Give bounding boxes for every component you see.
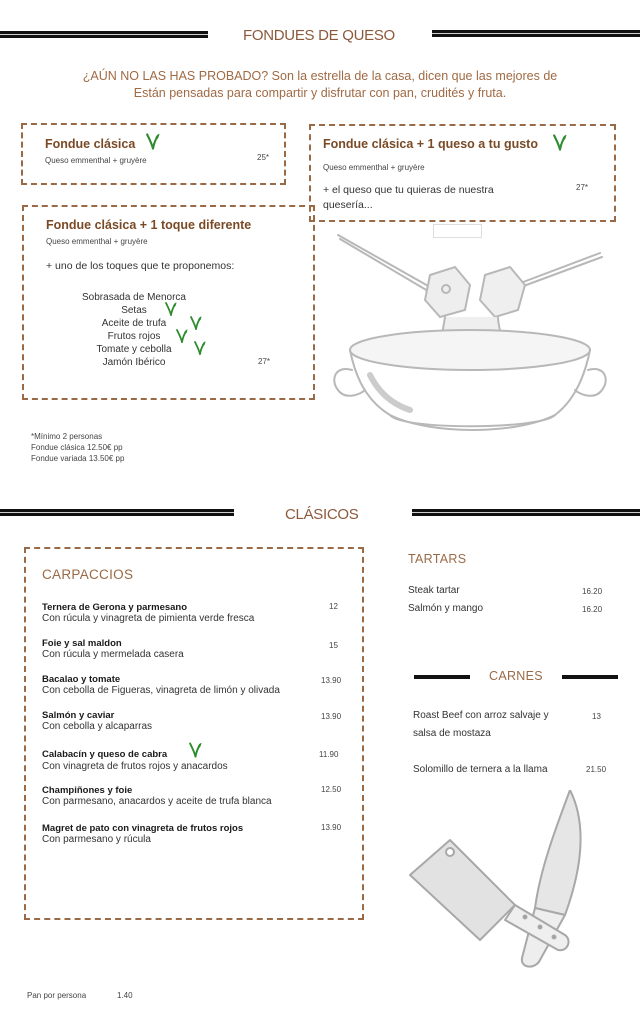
- section-title-fondues: FONDUES DE QUESO: [243, 27, 395, 44]
- vegetarian-leaf-icon: [165, 302, 177, 316]
- clasicos-rule-right: [412, 509, 640, 516]
- fondue-extra-line1: + el queso que tu quieras de nuestra: [323, 184, 494, 196]
- fondue-pot-illustration: [320, 225, 620, 445]
- tartar-item-price: 16.20: [582, 587, 603, 596]
- vegetarian-leaf-icon: [189, 742, 202, 758]
- dish-desc: Con cebolla de Figueras, vinagreta de limón y olivada: [42, 685, 280, 696]
- header-rule-left: [0, 31, 208, 38]
- dish-desc: Con rúcula y mermelada casera: [42, 649, 184, 660]
- vegetarian-leaf-icon: [190, 316, 202, 330]
- fondues-intro-line2: Están pensadas para compartir y disfrutar con pan, crudités y fruta.: [133, 86, 507, 100]
- fondue-desc: Queso emmenthal + gruyère: [45, 156, 147, 165]
- fondue-price: 25*: [257, 153, 270, 162]
- dish-price: 13.90: [321, 823, 342, 832]
- dish-price: 15: [329, 641, 338, 650]
- carpaccios-title: CARPACCIOS: [42, 567, 134, 582]
- carnes-title: CARNES: [489, 669, 543, 683]
- fondue-note-clasica: Fondue clásica 12.50€ pp: [31, 443, 123, 452]
- dish-name: Ternera de Gerona y parmesano: [42, 602, 188, 613]
- fondue-name: Fondue clásica: [45, 137, 136, 151]
- fondue-extra: + uno de los toques que te proponemos:: [46, 260, 235, 272]
- dish-price: 12: [329, 602, 338, 611]
- fondue-card-clasica: [21, 123, 286, 185]
- vegetarian-leaf-icon: [146, 133, 160, 150]
- tartar-item-name: Steak tartar: [408, 585, 460, 596]
- toques-list: [24, 291, 314, 376]
- fondues-intro-line1: ¿AÚN NO LAS HAS PROBADO? Son la estrella de la casa, dicen que las mejores de: [82, 69, 558, 83]
- dish-price: 13.90: [321, 676, 342, 685]
- fondue-name: Fondue clásica + 1 toque diferente: [46, 218, 252, 232]
- fondue-note-variada: Fondue variada 13.50€ pp: [31, 454, 125, 463]
- carne-item-name: Solomillo de ternera a la llama: [413, 764, 548, 775]
- fondue-name: Fondue clásica + 1 queso a tu gusto: [323, 137, 538, 151]
- carne-item-name-line2: salsa de mostaza: [413, 728, 491, 739]
- fondue-desc: Queso emmenthal + gruyère: [46, 237, 148, 246]
- fondue-price: 27*: [258, 357, 271, 366]
- fondue-extra-line2: quesería...: [323, 199, 373, 211]
- fondue-price: 27*: [576, 183, 589, 192]
- tartar-item-price: 16.20: [582, 605, 603, 614]
- dish-price: 13.90: [321, 712, 342, 721]
- toque-item: Jamón Ibérico: [102, 357, 166, 368]
- dish-name: Calabacín y queso de cabra: [42, 749, 168, 760]
- bread-label: Pan por persona: [27, 991, 87, 1000]
- tartars-title: TARTARS: [408, 552, 467, 566]
- fondue-desc: Queso emmenthal + gruyère: [323, 163, 425, 172]
- clasicos-rule-left: [0, 509, 234, 516]
- toque-item: Sobrasada de Menorca: [82, 292, 186, 303]
- fondue-card-toque-diferente: [22, 205, 315, 400]
- section-title-clasicos: CLÁSICOS: [285, 506, 359, 523]
- dish-name: Champiñones y foie: [42, 785, 133, 796]
- carne-item-price: 13: [592, 712, 601, 721]
- dish-price: 11.90: [319, 750, 339, 759]
- fondue-note-minimo: *Mínimo 2 personas: [31, 432, 103, 441]
- vegetarian-leaf-icon: [194, 341, 206, 355]
- header-rule-right: [432, 30, 640, 37]
- carne-item-name-line1: Roast Beef con arroz salvaje y: [413, 710, 549, 721]
- fondue-card-queso-gusto: [309, 124, 616, 222]
- carnes-rule-right: [562, 675, 618, 679]
- dish-name: Foie y sal maldon: [42, 638, 122, 649]
- tartar-item-name: Salmón y mango: [408, 603, 484, 614]
- carne-item-price: 21.50: [586, 765, 607, 774]
- cleaver-knife-illustration: [390, 790, 630, 980]
- carnes-rule-left: [414, 675, 470, 679]
- dish-name: Bacalao y tomate: [42, 674, 121, 685]
- toque-item: Aceite de trufa: [101, 318, 167, 329]
- dish-name: Salmón y caviar: [42, 710, 115, 721]
- toque-item: Frutos rojos: [107, 331, 161, 342]
- dish-price: 12.50: [321, 785, 342, 794]
- vegetarian-leaf-icon: [176, 329, 188, 343]
- toque-item: Setas: [121, 305, 147, 316]
- dish-desc: Con cebolla y alcaparras: [42, 721, 153, 732]
- dish-desc: Con rúcula y vinagreta de pimienta verde fresca: [42, 613, 255, 624]
- toque-item: Tomate y cebolla: [96, 344, 172, 355]
- dish-name: Magret de pato con vinagreta de frutos rojos: [42, 823, 244, 834]
- dish-desc: Con parmesano y rúcula: [42, 834, 151, 845]
- carpaccios-card: [24, 547, 364, 920]
- bread-price: 1.40: [117, 991, 133, 1000]
- vegetarian-leaf-icon: [553, 134, 567, 151]
- dish-desc: Con parmesano, anacardos y aceite de trufa blanca: [42, 796, 272, 807]
- dish-desc: Con vinagreta de frutos rojos y anacardos: [42, 761, 228, 772]
